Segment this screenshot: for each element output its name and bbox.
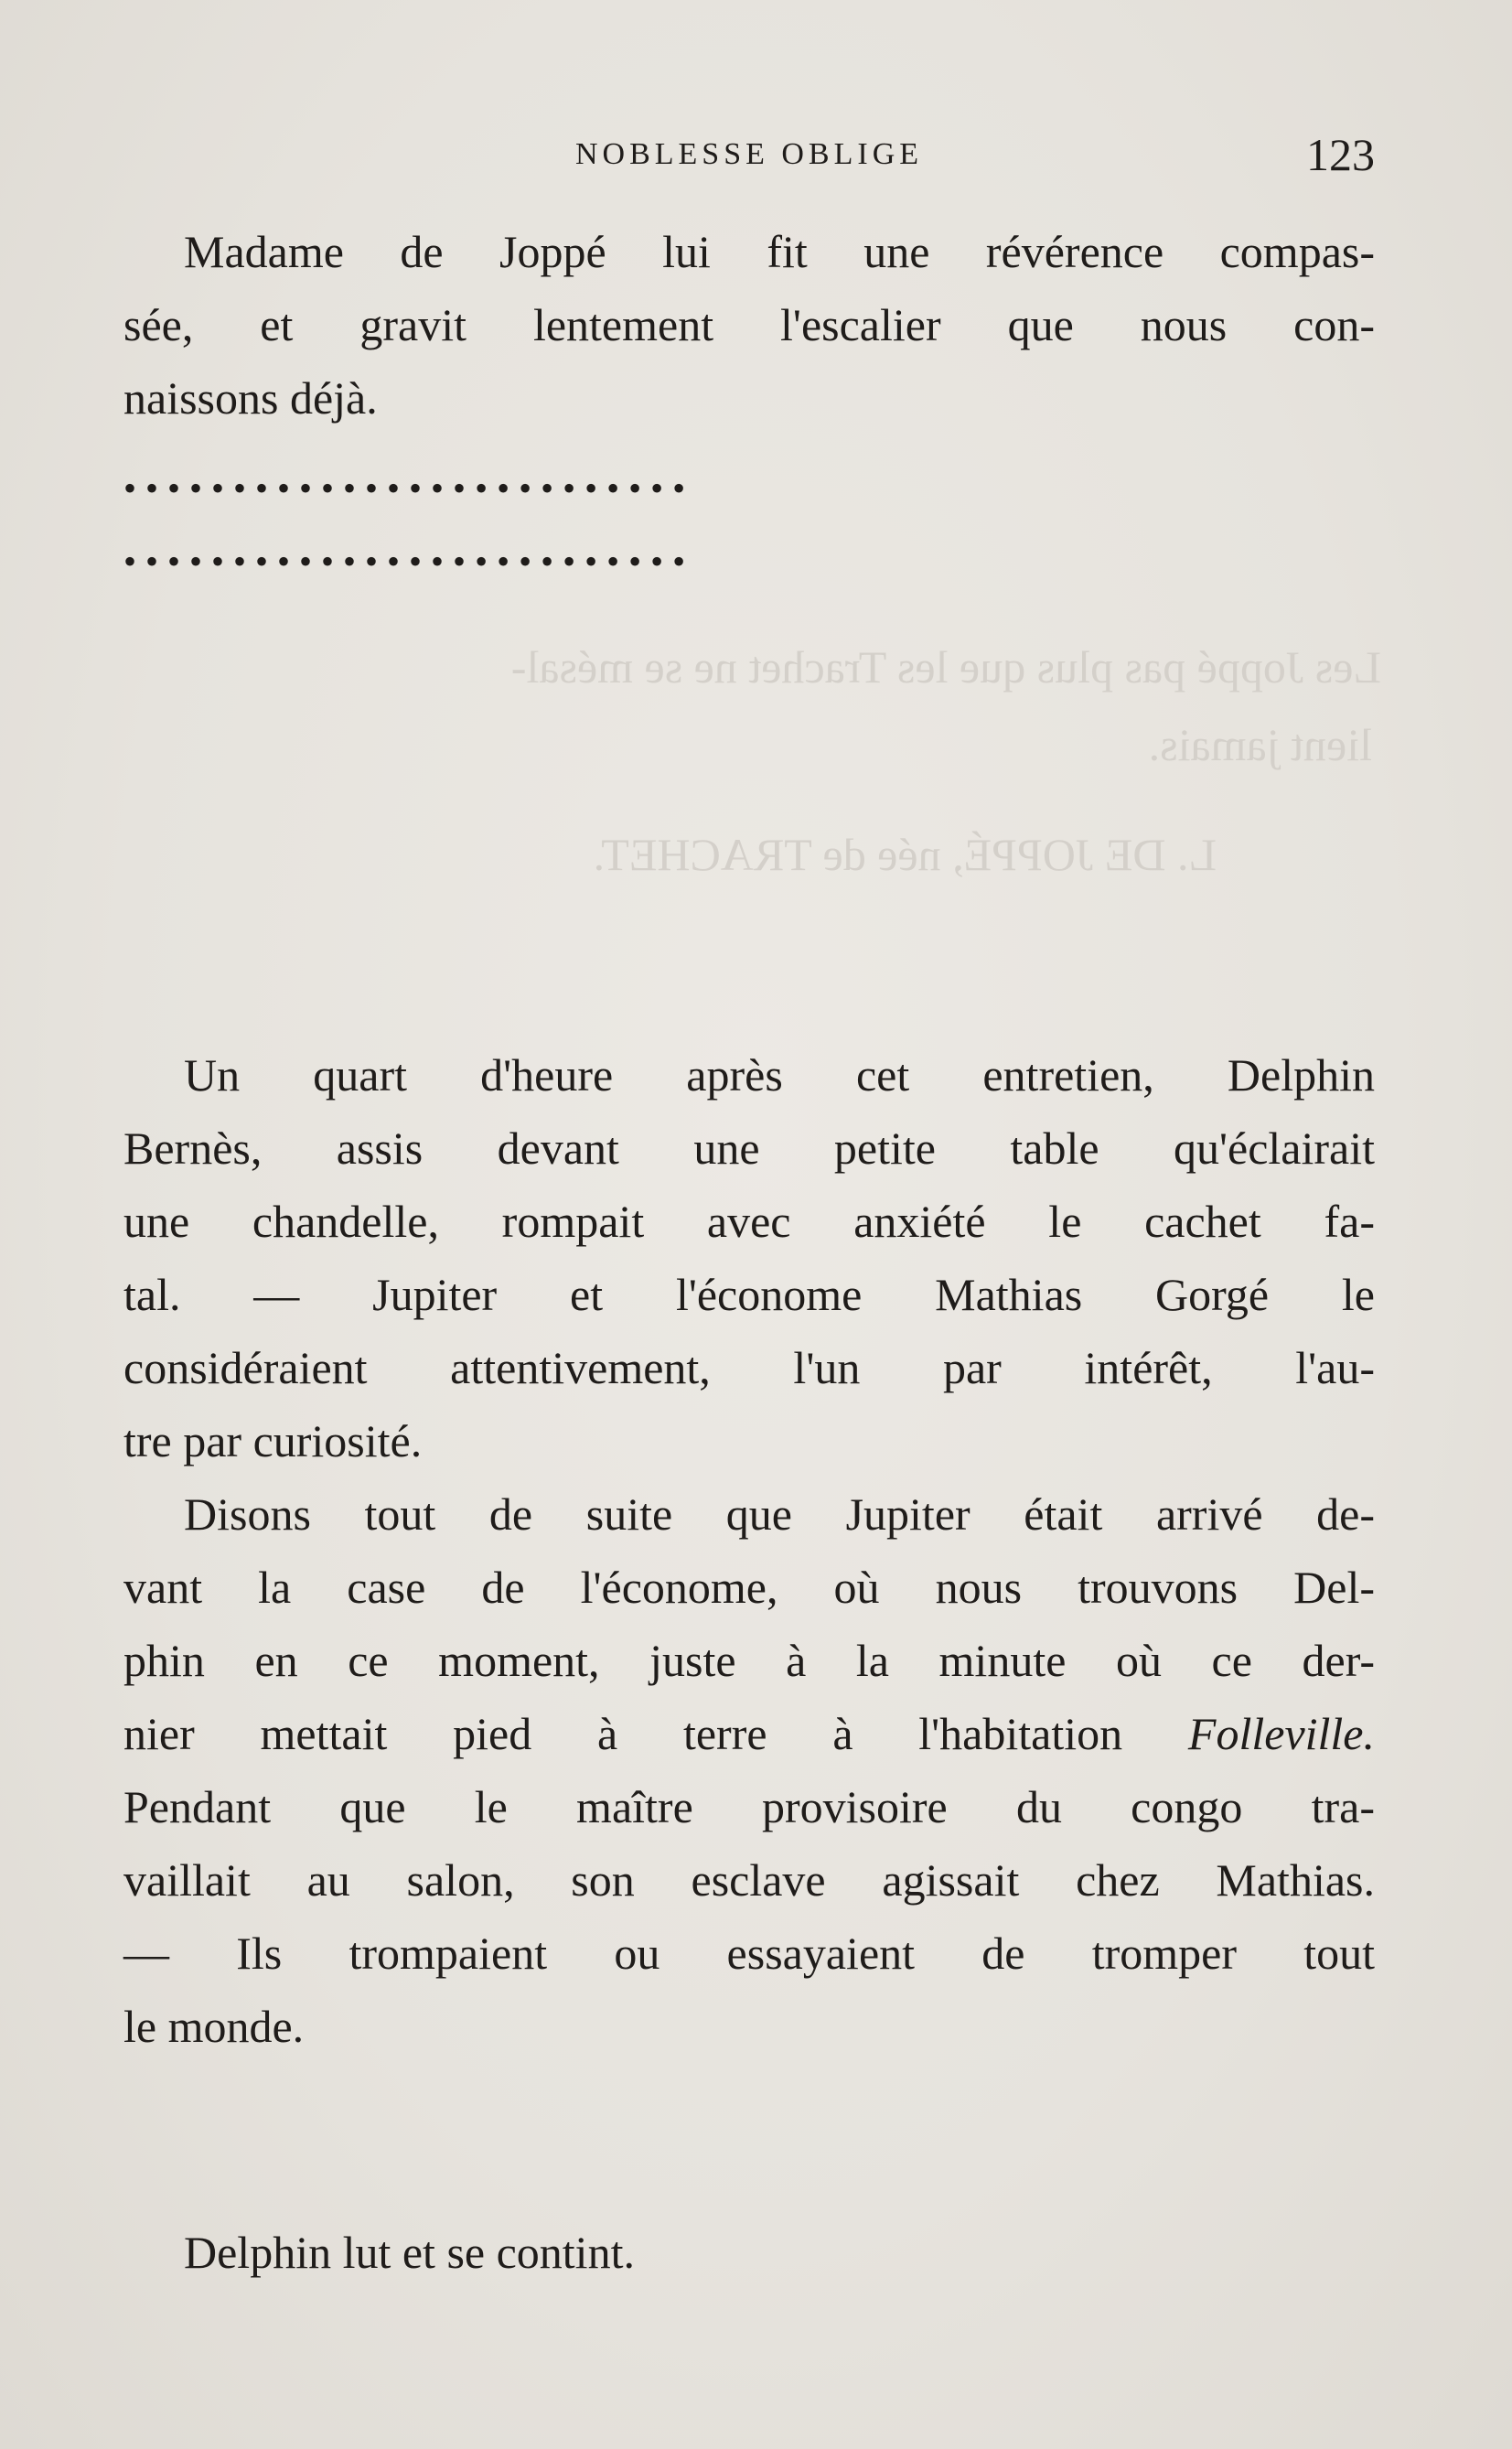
bleed-through-line: Les Joppé pas plus que les Trachet ne se mésal-	[510, 641, 1381, 693]
bleed-through-line: L. DE JOPPÉ, née de TRACHET.	[593, 829, 1217, 880]
bleed-through-line: lient jamais.	[1148, 719, 1372, 770]
text-line: Pendant que le maître provisoire du congo tra-	[123, 1781, 1375, 1832]
text-line: tal. — Jupiter et l'économe Mathias Gorgé le	[123, 1269, 1375, 1320]
text-line: considéraient attentivement, l'un par intérêt, l'au-	[123, 1342, 1375, 1393]
page-number: 123	[1306, 129, 1375, 180]
text-line-with-italic	[123, 1697, 1375, 1770]
text-line: vant la case de l'économe, où nous trouvons Del-	[123, 1562, 1375, 1613]
text-line: phin en ce moment, juste à la minute où ce der-	[123, 1635, 1375, 1686]
section-separator-dots: • • • • • • • • • • • • • • • • • • • • • • • • • •	[123, 467, 686, 509]
running-head	[123, 128, 1375, 183]
place-name-italic: Folleville.	[1187, 1708, 1375, 1759]
text-line: Bernès, assis devant une petite table qu'éclairait	[123, 1122, 1375, 1174]
text-line: tre par curiosité.	[123, 1415, 423, 1466]
text-line: Disons tout de suite que Jupiter était arrivé de-	[184, 1488, 1375, 1540]
text-line: Madame de Joppé lui fit une révérence compas-	[184, 226, 1375, 277]
text-line: vaillait au salon, son esclave agissait chez Mathias.	[123, 1854, 1375, 1906]
text-line: Un quart d'heure après cet entretien, Delphin	[184, 1049, 1375, 1101]
text-line: le monde.	[123, 2001, 305, 2052]
text-line: — Ils trompaient ou essayaient de tromper tout	[123, 1928, 1375, 1979]
section-separator-dots: • • • • • • • • • • • • • • • • • • • • • • • • • •	[123, 541, 686, 582]
paragraph	[123, 215, 1375, 435]
text-line: sée, et gravit lentement l'escalier que nous con-	[123, 299, 1375, 350]
paragraph	[123, 2216, 1375, 2289]
text-line: naissons déjà.	[123, 372, 378, 424]
text-line: Delphin lut et se contint.	[184, 2227, 635, 2278]
text-line: une chandelle, rompait avec anxiété le cachet fa-	[123, 1196, 1375, 1247]
text-span: nier mettait pied à terre à l'habitation	[123, 1708, 1188, 1759]
paragraph	[123, 1038, 1375, 1477]
running-title: NOBLESSE OBLIGE	[574, 137, 924, 171]
paragraph	[123, 1477, 1375, 2063]
